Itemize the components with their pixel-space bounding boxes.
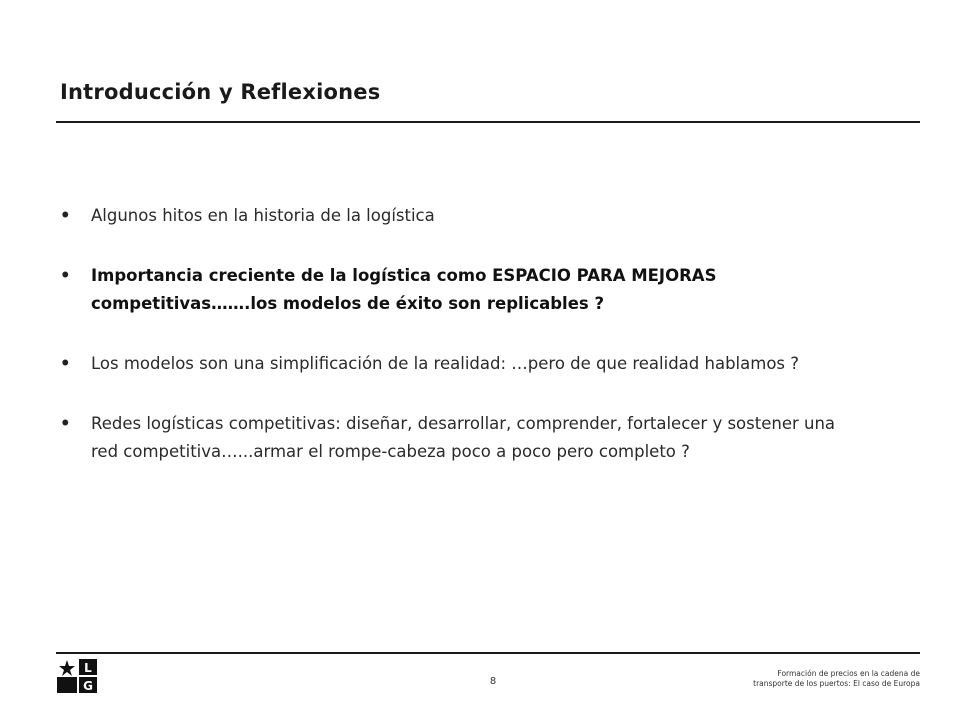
slide-title: Introducción y Reflexiones: [60, 80, 381, 104]
bullet-item-4: [60, 410, 860, 466]
footer-caption-line-1: Formación de precios en la cadena de: [777, 669, 920, 678]
bullet-text: Algunos hitos en la historia de la logística: [91, 206, 435, 225]
bullet-marker: •: [60, 354, 71, 373]
title-divider: [56, 121, 920, 123]
bullet-marker: •: [60, 266, 71, 285]
bullet-marker: •: [60, 206, 71, 225]
bullet-marker: •: [60, 414, 71, 433]
footer-divider: [56, 652, 920, 654]
bullet-item-2: [60, 262, 860, 318]
bullet-item-3: [60, 350, 860, 378]
bullet-text: Importancia creciente de la logística como ESPACIO PARA MEJORAS competitivas…….los modelos de éxito son replicables ?: [91, 266, 717, 313]
bullet-text: Redes logísticas competitivas: diseñar, desarrollar, comprender, fortalecer y sostener una red competitiva…...armar el rompe-cabeza poco a poco pero completo ?: [91, 414, 836, 461]
logo-letter-l: L: [84, 661, 92, 675]
bullet-item-1: [60, 202, 860, 230]
page-number: 8: [489, 676, 497, 687]
bullet-text: Los modelos son una simplificación de la realidad: …pero de que realidad hablamos ?: [91, 354, 800, 373]
bullet-list: [60, 202, 860, 498]
company-logo: [57, 659, 97, 693]
footer-caption-line-2: transporte de los puertos: El caso de Europa: [753, 679, 920, 688]
logo-letter-g: G: [83, 679, 93, 693]
footer-caption: [680, 669, 920, 689]
